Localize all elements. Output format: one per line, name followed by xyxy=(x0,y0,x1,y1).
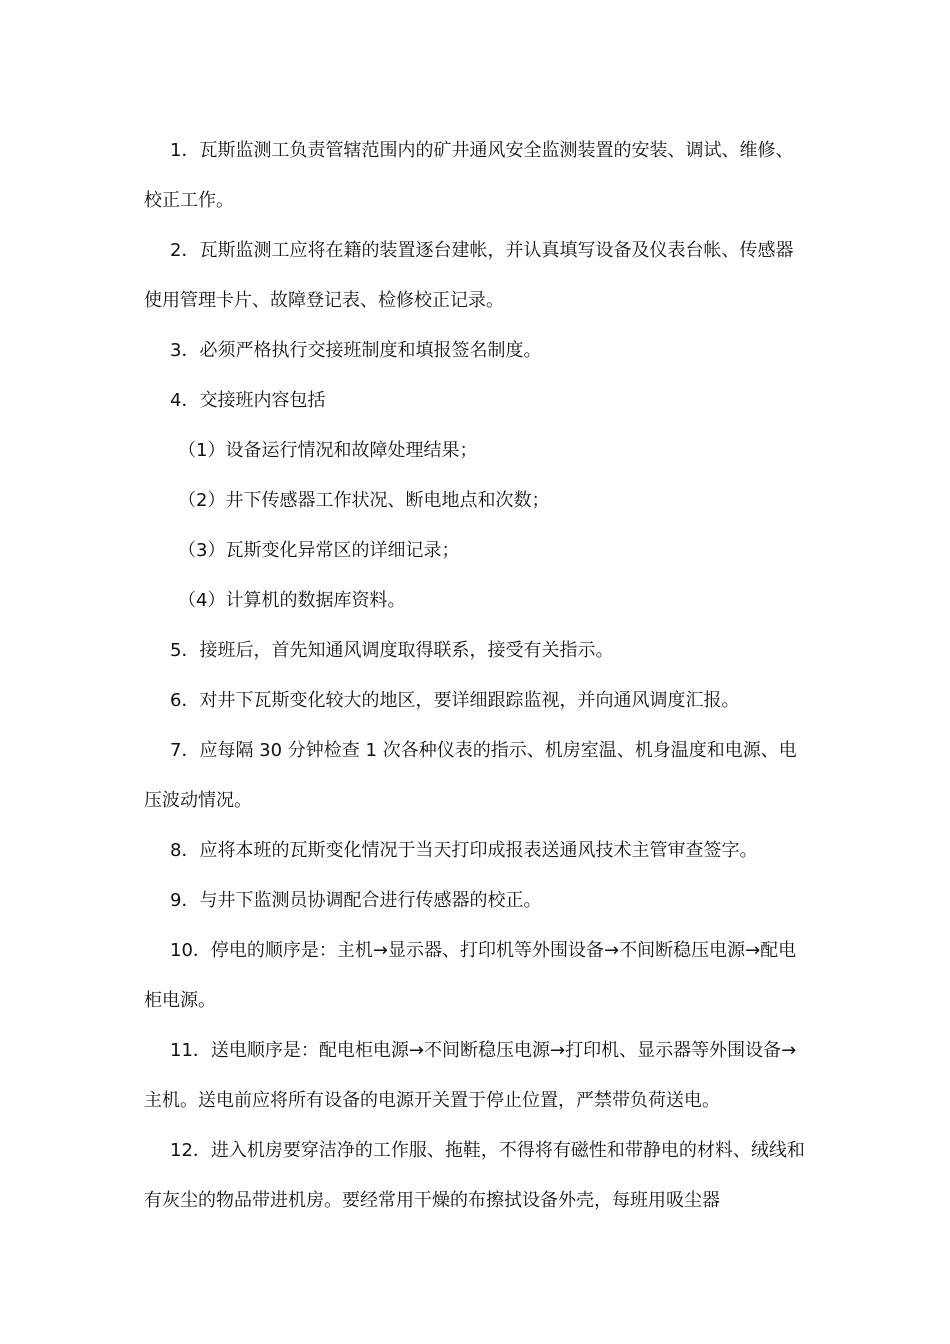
paragraph-8: 8．应将本班的瓦斯变化情况于当天打印成报表送通风技术主管审查签字。 xyxy=(170,840,758,861)
document-body xyxy=(144,126,810,1226)
paragraph-1: 1．瓦斯监测工负责管辖范围内的矿井通风安全监测装置的安装、调试、维修、校正工作。 xyxy=(144,140,794,211)
paragraph-4-item-1: （1）设备运行情况和故障处理结果； xyxy=(178,440,478,461)
paragraph-3: 3．必须严格执行交接班制度和填报签名制度。 xyxy=(170,340,542,361)
paragraph-11: 11．送电顺序是：配电柜电源→不间断稳压电源→打印机、显示器等外围设备→主机。送电前应将所有设备的电源开关置于停止位置，严禁带负荷送电。 xyxy=(144,1040,797,1111)
paragraph-4: 4．交接班内容包括 xyxy=(170,390,326,411)
paragraph-6: 6．对井下瓦斯变化较大的地区，要详细跟踪监视，并向通风调度汇报。 xyxy=(170,690,740,711)
paragraph-10: 10．停电的顺序是：主机→显示器、打印机等外围设备→不间断稳压电源→配电柜电源。 xyxy=(144,940,797,1011)
paragraph-9: 9．与井下监测员协调配合进行传感器的校正。 xyxy=(170,890,542,911)
paragraph-12: 12．进入机房要穿洁净的工作服、拖鞋，不得将有磁性和带静电的材料、绒线和有灰尘的物品带进机房。要经常用干燥的布擦拭设备外壳，每班用吸尘器 xyxy=(144,1140,805,1211)
paragraph-2: 2．瓦斯监测工应将在籍的装置逐台建帐，并认真填写设备及仪表台帐、传感器使用管理卡片、故障登记表、检修校正记录。 xyxy=(144,240,794,311)
paragraph-4-item-2: （2）井下传感器工作状况、断电地点和次数； xyxy=(178,490,550,511)
paragraph-4-item-3: （3）瓦斯变化异常区的详细记录； xyxy=(178,540,460,561)
paragraph-4-item-4: （4）计算机的数据库资料。 xyxy=(178,590,406,611)
paragraph-5: 5．接班后，首先知通风调度取得联系，接受有关指示。 xyxy=(170,640,614,661)
paragraph-7: 7．应每隔 30 分钟检查 1 次各种仪表的指示、机房室温、机身温度和电源、电压波动情况。 xyxy=(144,740,797,811)
